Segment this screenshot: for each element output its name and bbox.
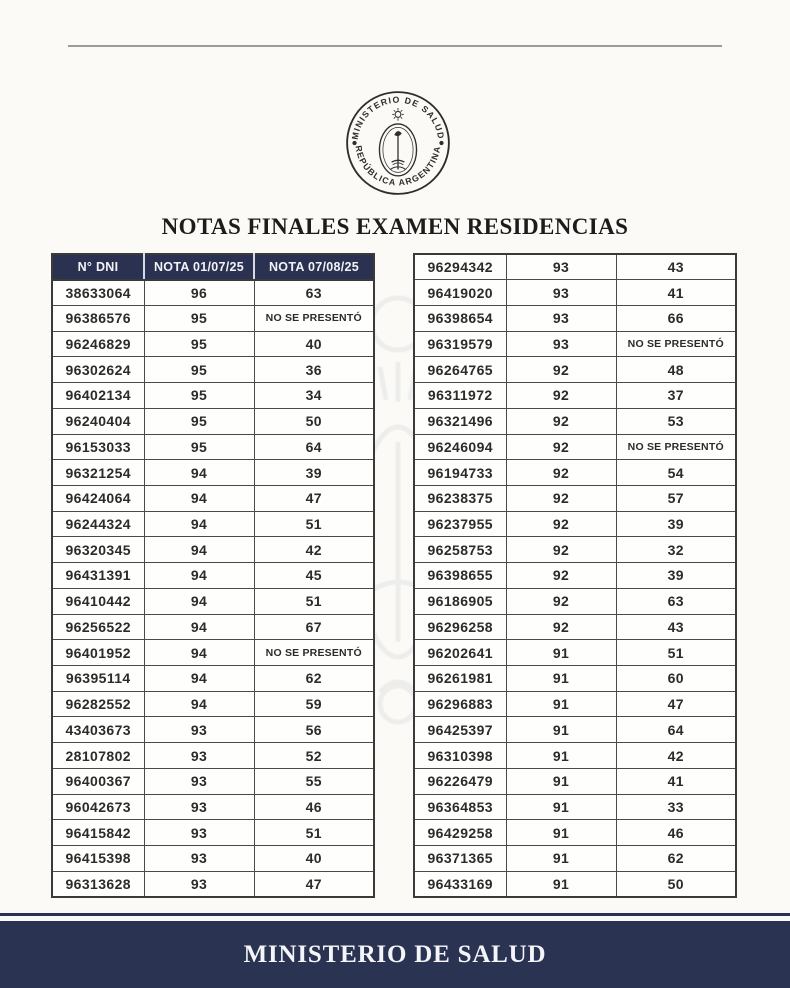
dni-cell: 96310398 bbox=[414, 743, 506, 769]
dni-cell: 96400367 bbox=[52, 768, 144, 794]
dni-cell: 96386576 bbox=[52, 305, 144, 331]
seal-bottom-text: REPÚBLICA ARGENTINA bbox=[353, 144, 443, 188]
dni-cell: 96186905 bbox=[414, 588, 506, 614]
nota2-cell: 64 bbox=[616, 717, 736, 743]
nota1-cell: 94 bbox=[144, 563, 254, 589]
dni-cell: 96402134 bbox=[52, 383, 144, 409]
dni-cell: 96194733 bbox=[414, 460, 506, 486]
dni-cell: 96296883 bbox=[414, 691, 506, 717]
dni-cell: 96433169 bbox=[414, 871, 506, 897]
nota2-cell: 46 bbox=[254, 794, 374, 820]
table-row bbox=[414, 280, 736, 306]
seal-top-text: MINISTERIO DE SALUD bbox=[349, 94, 447, 141]
nota1-cell: 93 bbox=[144, 820, 254, 846]
nota1-cell: 95 bbox=[144, 331, 254, 357]
nota1-cell: 91 bbox=[506, 794, 616, 820]
header-dni: N° DNI bbox=[52, 254, 144, 280]
nota2-cell: 37 bbox=[616, 383, 736, 409]
nota2-cell: 43 bbox=[616, 614, 736, 640]
nota2-cell: 53 bbox=[616, 408, 736, 434]
nota1-cell: 92 bbox=[506, 614, 616, 640]
nota1-cell: 92 bbox=[506, 460, 616, 486]
nota2-cell: 51 bbox=[254, 511, 374, 537]
table-row bbox=[52, 383, 374, 409]
table-row bbox=[52, 460, 374, 486]
dni-cell: 96415842 bbox=[52, 820, 144, 846]
table-row bbox=[52, 280, 374, 306]
table-row bbox=[414, 434, 736, 460]
dni-cell: 96256522 bbox=[52, 614, 144, 640]
nota1-cell: 93 bbox=[144, 846, 254, 872]
nota1-cell: 94 bbox=[144, 537, 254, 563]
nota1-cell: 92 bbox=[506, 383, 616, 409]
nota1-cell: 92 bbox=[506, 537, 616, 563]
table-row bbox=[52, 846, 374, 872]
dni-cell: 96264765 bbox=[414, 357, 506, 383]
nota1-cell: 95 bbox=[144, 357, 254, 383]
nota1-cell: 93 bbox=[506, 331, 616, 357]
dni-cell: 96424064 bbox=[52, 485, 144, 511]
dni-cell: 96364853 bbox=[414, 794, 506, 820]
grades-table-left bbox=[51, 253, 375, 898]
nota2-cell: 47 bbox=[254, 871, 374, 897]
table-row bbox=[414, 511, 736, 537]
nota1-cell: 91 bbox=[506, 743, 616, 769]
nota1-cell: 93 bbox=[506, 254, 616, 280]
nota1-cell: 95 bbox=[144, 383, 254, 409]
nota2-cell: 40 bbox=[254, 846, 374, 872]
nota2-cell: 52 bbox=[254, 743, 374, 769]
dni-cell: 43403673 bbox=[52, 717, 144, 743]
table-row bbox=[414, 666, 736, 692]
table-row bbox=[52, 537, 374, 563]
table-row bbox=[414, 614, 736, 640]
dni-cell: 96246829 bbox=[52, 331, 144, 357]
nota1-cell: 94 bbox=[144, 511, 254, 537]
nota2-cell: 39 bbox=[616, 511, 736, 537]
nota1-cell: 91 bbox=[506, 871, 616, 897]
table-row bbox=[414, 743, 736, 769]
nota2-cell: 48 bbox=[616, 357, 736, 383]
nota2-cell: 57 bbox=[616, 485, 736, 511]
dni-cell: 96244324 bbox=[52, 511, 144, 537]
dni-cell: 96226479 bbox=[414, 768, 506, 794]
dni-cell: 96395114 bbox=[52, 666, 144, 692]
nota2-cell: 64 bbox=[254, 434, 374, 460]
dni-cell: 96246094 bbox=[414, 434, 506, 460]
table-row bbox=[414, 691, 736, 717]
table-row bbox=[52, 485, 374, 511]
nota1-cell: 92 bbox=[506, 434, 616, 460]
dni-cell: 96319579 bbox=[414, 331, 506, 357]
nota2-cell: 63 bbox=[616, 588, 736, 614]
dni-cell: 96313628 bbox=[52, 871, 144, 897]
dni-cell: 28107802 bbox=[52, 743, 144, 769]
nota1-cell: 94 bbox=[144, 666, 254, 692]
nota1-cell: 95 bbox=[144, 408, 254, 434]
table-row bbox=[52, 717, 374, 743]
nota2-cell: NO SE PRESENTÓ bbox=[616, 434, 736, 460]
table-row bbox=[414, 846, 736, 872]
table-row bbox=[414, 305, 736, 331]
nota1-cell: 95 bbox=[144, 434, 254, 460]
nota1-cell: 94 bbox=[144, 588, 254, 614]
nota2-cell: 41 bbox=[616, 768, 736, 794]
table-header-row bbox=[52, 254, 374, 280]
nota1-cell: 93 bbox=[144, 768, 254, 794]
nota2-cell: 33 bbox=[616, 794, 736, 820]
dni-cell: 96311972 bbox=[414, 383, 506, 409]
header-nota1: NOTA 01/07/25 bbox=[144, 254, 254, 280]
nota1-cell: 94 bbox=[144, 460, 254, 486]
dni-cell: 96240404 bbox=[52, 408, 144, 434]
table-row bbox=[414, 563, 736, 589]
table-row bbox=[52, 588, 374, 614]
nota1-cell: 93 bbox=[506, 305, 616, 331]
dni-cell: 96302624 bbox=[52, 357, 144, 383]
table-row bbox=[52, 768, 374, 794]
table-row bbox=[414, 717, 736, 743]
seal-left-dot bbox=[352, 141, 356, 145]
table-row bbox=[414, 871, 736, 897]
seal-right-dot bbox=[439, 141, 443, 145]
dni-cell: 96258753 bbox=[414, 537, 506, 563]
table-row bbox=[52, 408, 374, 434]
table-row bbox=[52, 305, 374, 331]
table-row bbox=[52, 871, 374, 897]
dni-cell: 96398654 bbox=[414, 305, 506, 331]
nota1-cell: 92 bbox=[506, 588, 616, 614]
table-row bbox=[414, 408, 736, 434]
table-row bbox=[52, 640, 374, 666]
table-row bbox=[414, 794, 736, 820]
nota2-cell: 59 bbox=[254, 691, 374, 717]
nota2-cell: 54 bbox=[616, 460, 736, 486]
table-row bbox=[414, 588, 736, 614]
table-row bbox=[414, 820, 736, 846]
nota2-cell: 41 bbox=[616, 280, 736, 306]
nota2-cell: 51 bbox=[254, 588, 374, 614]
dni-cell: 96429258 bbox=[414, 820, 506, 846]
nota2-cell: 55 bbox=[254, 768, 374, 794]
nota2-cell: 51 bbox=[616, 640, 736, 666]
dni-cell: 96431391 bbox=[52, 563, 144, 589]
nota1-cell: 92 bbox=[506, 485, 616, 511]
nota2-cell: 45 bbox=[254, 563, 374, 589]
nota2-cell: 40 bbox=[254, 331, 374, 357]
nota1-cell: 92 bbox=[506, 511, 616, 537]
dni-cell: 96321254 bbox=[52, 460, 144, 486]
nota1-cell: 94 bbox=[144, 691, 254, 717]
nota1-cell: 94 bbox=[144, 614, 254, 640]
header-nota2: NOTA 07/08/25 bbox=[254, 254, 374, 280]
dni-cell: 96398655 bbox=[414, 563, 506, 589]
table-row bbox=[52, 357, 374, 383]
top-horizontal-rule bbox=[68, 45, 722, 47]
table-row bbox=[414, 640, 736, 666]
table-row bbox=[414, 357, 736, 383]
nota1-cell: 91 bbox=[506, 717, 616, 743]
nota2-cell: 42 bbox=[254, 537, 374, 563]
nota2-cell: 51 bbox=[254, 820, 374, 846]
nota2-cell: 32 bbox=[616, 537, 736, 563]
table-row bbox=[52, 511, 374, 537]
table-row bbox=[414, 254, 736, 280]
nota2-cell: NO SE PRESENTÓ bbox=[254, 640, 374, 666]
nota1-cell: 93 bbox=[506, 280, 616, 306]
dni-cell: 96202641 bbox=[414, 640, 506, 666]
nota2-cell: 46 bbox=[616, 820, 736, 846]
footer-thin-rule bbox=[0, 913, 790, 916]
nota2-cell: 50 bbox=[616, 871, 736, 897]
nota2-cell: 66 bbox=[616, 305, 736, 331]
dni-cell: 96153033 bbox=[52, 434, 144, 460]
dni-cell: 96261981 bbox=[414, 666, 506, 692]
nota2-cell: 60 bbox=[616, 666, 736, 692]
table-row bbox=[414, 460, 736, 486]
table-row bbox=[52, 614, 374, 640]
footer-band bbox=[0, 921, 790, 988]
nota1-cell: 94 bbox=[144, 640, 254, 666]
nota1-cell: 93 bbox=[144, 794, 254, 820]
nota1-cell: 91 bbox=[506, 640, 616, 666]
nota1-cell: 92 bbox=[506, 408, 616, 434]
nota2-cell: NO SE PRESENTÓ bbox=[616, 331, 736, 357]
nota1-cell: 92 bbox=[506, 357, 616, 383]
nota1-cell: 93 bbox=[144, 871, 254, 897]
nota1-cell: 94 bbox=[144, 485, 254, 511]
nota1-cell: 91 bbox=[506, 820, 616, 846]
nota2-cell: 62 bbox=[616, 846, 736, 872]
nota1-cell: 92 bbox=[506, 563, 616, 589]
table-row bbox=[52, 820, 374, 846]
table-row bbox=[414, 485, 736, 511]
nota2-cell: 47 bbox=[616, 691, 736, 717]
nota1-cell: 91 bbox=[506, 691, 616, 717]
dni-cell: 96238375 bbox=[414, 485, 506, 511]
dni-cell: 96410442 bbox=[52, 588, 144, 614]
page-title: NOTAS FINALES EXAMEN RESIDENCIAS bbox=[161, 214, 629, 239]
dni-cell: 96237955 bbox=[414, 511, 506, 537]
table-row bbox=[52, 691, 374, 717]
nota1-cell: 91 bbox=[506, 666, 616, 692]
nota2-cell: 50 bbox=[254, 408, 374, 434]
nota2-cell: 43 bbox=[616, 254, 736, 280]
nota2-cell: 47 bbox=[254, 485, 374, 511]
nota2-cell: 36 bbox=[254, 357, 374, 383]
nota2-cell: 39 bbox=[616, 563, 736, 589]
nota2-cell: 34 bbox=[254, 383, 374, 409]
grades-table-right bbox=[413, 253, 737, 898]
dni-cell: 96415398 bbox=[52, 846, 144, 872]
dni-cell: 96294342 bbox=[414, 254, 506, 280]
nota2-cell: 56 bbox=[254, 717, 374, 743]
nota2-cell: 67 bbox=[254, 614, 374, 640]
nota1-cell: 91 bbox=[506, 768, 616, 794]
table-row bbox=[414, 383, 736, 409]
nota2-cell: NO SE PRESENTÓ bbox=[254, 305, 374, 331]
dni-cell: 96425397 bbox=[414, 717, 506, 743]
dni-cell: 96419020 bbox=[414, 280, 506, 306]
nota1-cell: 93 bbox=[144, 717, 254, 743]
dni-cell: 96282552 bbox=[52, 691, 144, 717]
nota1-cell: 95 bbox=[144, 305, 254, 331]
dni-cell: 96321496 bbox=[414, 408, 506, 434]
nota2-cell: 62 bbox=[254, 666, 374, 692]
nota2-cell: 63 bbox=[254, 280, 374, 306]
table-row bbox=[52, 743, 374, 769]
dni-cell: 96320345 bbox=[52, 537, 144, 563]
footer-title: MINISTERIO DE SALUD bbox=[243, 940, 547, 968]
table-row bbox=[52, 794, 374, 820]
dni-cell: 96371365 bbox=[414, 846, 506, 872]
table-row bbox=[52, 331, 374, 357]
nota1-cell: 91 bbox=[506, 846, 616, 872]
dni-cell: 38633064 bbox=[52, 280, 144, 306]
nota1-cell: 93 bbox=[144, 743, 254, 769]
nota2-cell: 42 bbox=[616, 743, 736, 769]
ministry-seal-logo bbox=[345, 90, 451, 196]
nota1-cell: 96 bbox=[144, 280, 254, 306]
dni-cell: 96401952 bbox=[52, 640, 144, 666]
table-row bbox=[52, 666, 374, 692]
table-row bbox=[52, 434, 374, 460]
coat-of-arms-icon bbox=[379, 108, 416, 176]
table-row bbox=[414, 768, 736, 794]
table-row bbox=[52, 563, 374, 589]
dni-cell: 96042673 bbox=[52, 794, 144, 820]
table-row bbox=[414, 537, 736, 563]
dni-cell: 96296258 bbox=[414, 614, 506, 640]
nota2-cell: 39 bbox=[254, 460, 374, 486]
table-row bbox=[414, 331, 736, 357]
